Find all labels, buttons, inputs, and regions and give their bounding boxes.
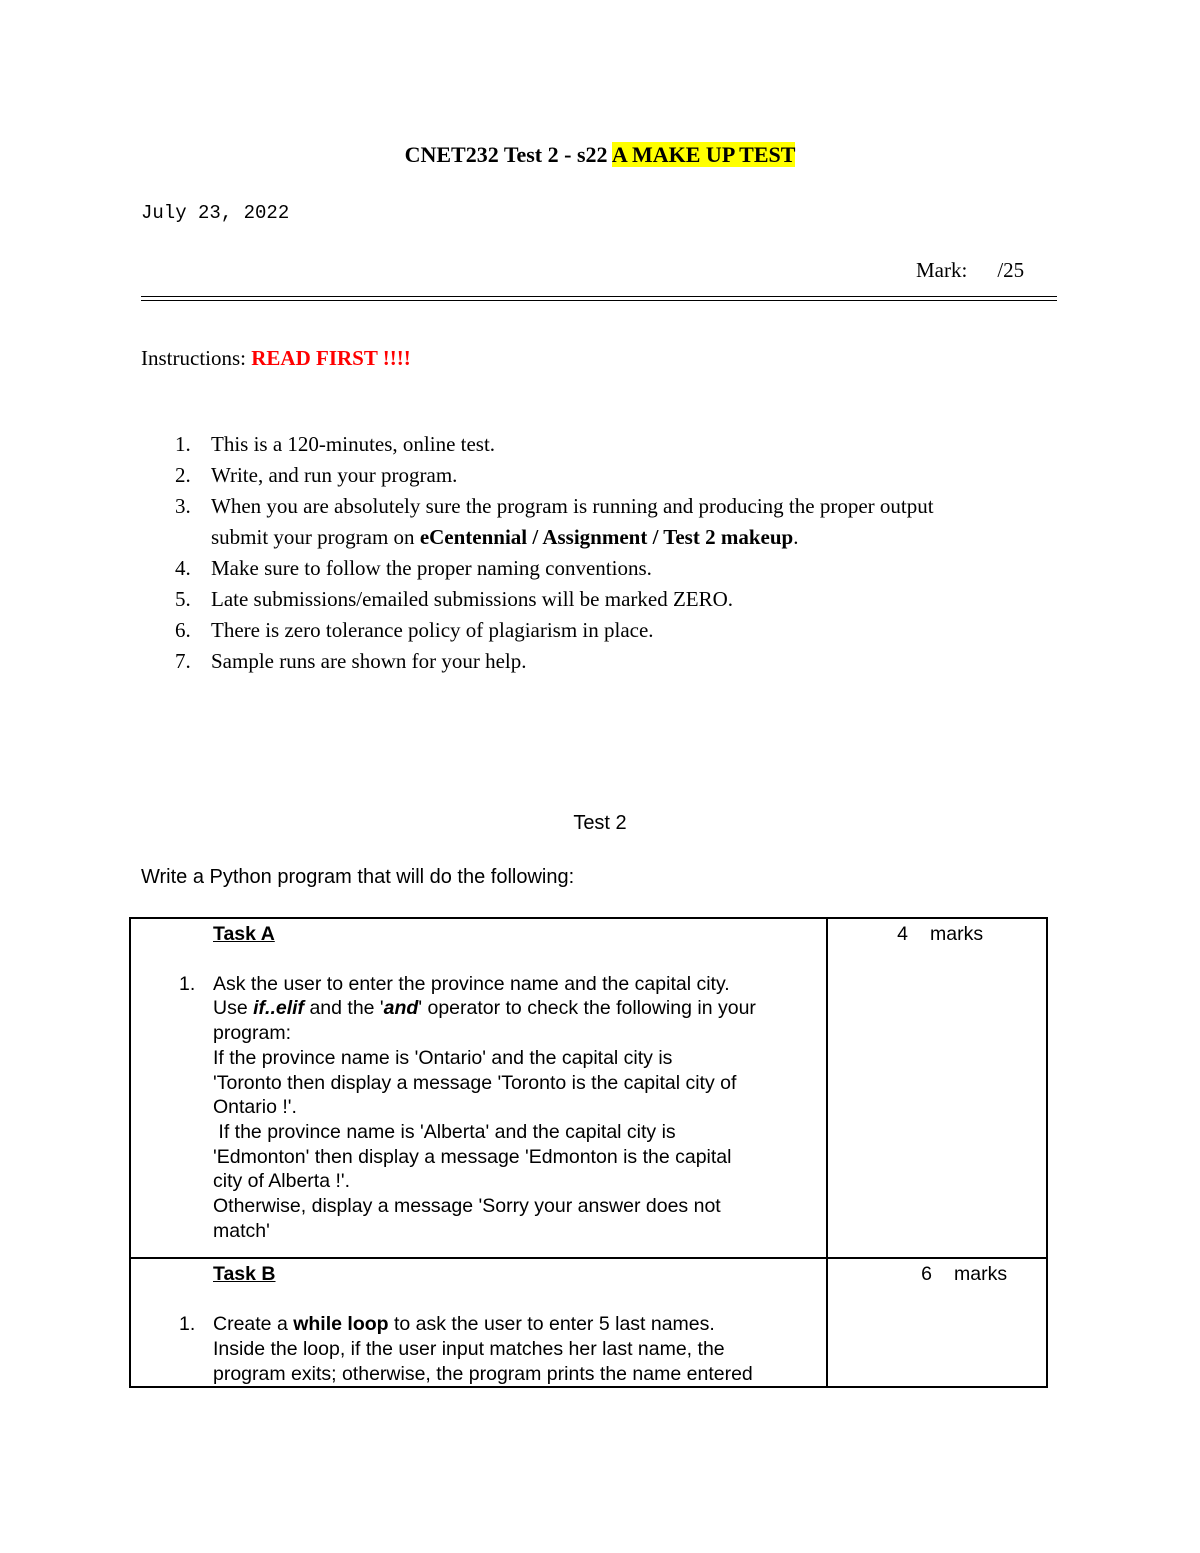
submission-path: eCentennial / Assignment / Test 2 makeup: [419, 525, 794, 549]
title-main: CNET232 Test 2 - s22: [404, 142, 612, 167]
mark-label: Mark:: [916, 258, 968, 282]
list-item: 6. There is zero tolerance policy of plagiarism in place.: [175, 618, 654, 642]
task-a-cell: Task A 1. Ask the user to enter the province name and the capital city. Use if..elif and the 'and' operator to check the following in your program: If the province name is 'Ontario' and the capital city is 'Toronto then display a message 'Toronto is the capital city of Ontario !'. If the province name is 'Alberta' and the capital city is 'Edmonton' then display a message 'Edmonton is the capital city of Alberta !'. Otherwise, display a message 'Sorry your answer does not match': [130, 918, 827, 1258]
list-item: 5. Late submissions/emailed submissions will be marked ZERO.: [175, 587, 734, 611]
table-row: [130, 918, 1047, 1258]
list-item: 1. This is a 120-minutes, online test.: [175, 432, 496, 456]
document-title: [0, 142, 1200, 168]
double-rule-top: [141, 296, 1057, 297]
task-b-heading: Task B: [213, 1263, 276, 1286]
double-rule-bottom: [141, 300, 1057, 301]
task-a-marks-label: marks: [930, 923, 984, 945]
instructions-heading: [141, 346, 411, 371]
document-date: July 23, 2022: [141, 202, 290, 224]
task-a-marks-cell: [827, 918, 1047, 1258]
task-b-item-number: 1.: [179, 1313, 196, 1336]
table-row: [130, 1258, 1047, 1387]
section-title: Test 2: [573, 812, 627, 834]
mark-total: /25: [997, 258, 1025, 282]
task-a-marks-number: 4: [897, 923, 908, 945]
instructions-emphasis: READ FIRST !!!!: [251, 346, 411, 370]
task-b-marks-cell: [827, 1258, 1047, 1387]
task-b-marks-label: marks: [954, 1263, 1008, 1286]
task-table: [129, 917, 1048, 1388]
list-item: 2. Write, and run your program.: [175, 463, 458, 487]
intro-text: Write a Python program that will do the following:: [141, 866, 575, 888]
task-a-item-number: 1.: [179, 972, 196, 995]
mark-field: [916, 258, 1024, 283]
instructions-label: Instructions:: [141, 346, 252, 370]
task-b-marks-number: 6: [921, 1263, 932, 1286]
list-item: 3. When you are absolutely sure the program is running and producing the proper output submit your program on eCentennial / Assignment / Test 2 makeup.: [175, 494, 934, 549]
task-b-cell: Task B 1. Create a while loop to ask the user to enter 5 last names. Inside the loop, if the user input matches her last name, the program exits; otherwise, the program prints the name entered: [130, 1258, 827, 1387]
instructions-list: [141, 429, 1041, 677]
title-highlight: A MAKE UP TEST: [611, 142, 796, 167]
task-a-heading: Task A: [213, 923, 275, 945]
list-item: 7. Sample runs are shown for your help.: [175, 649, 527, 673]
list-item: 4. Make sure to follow the proper naming conventions.: [175, 556, 652, 580]
